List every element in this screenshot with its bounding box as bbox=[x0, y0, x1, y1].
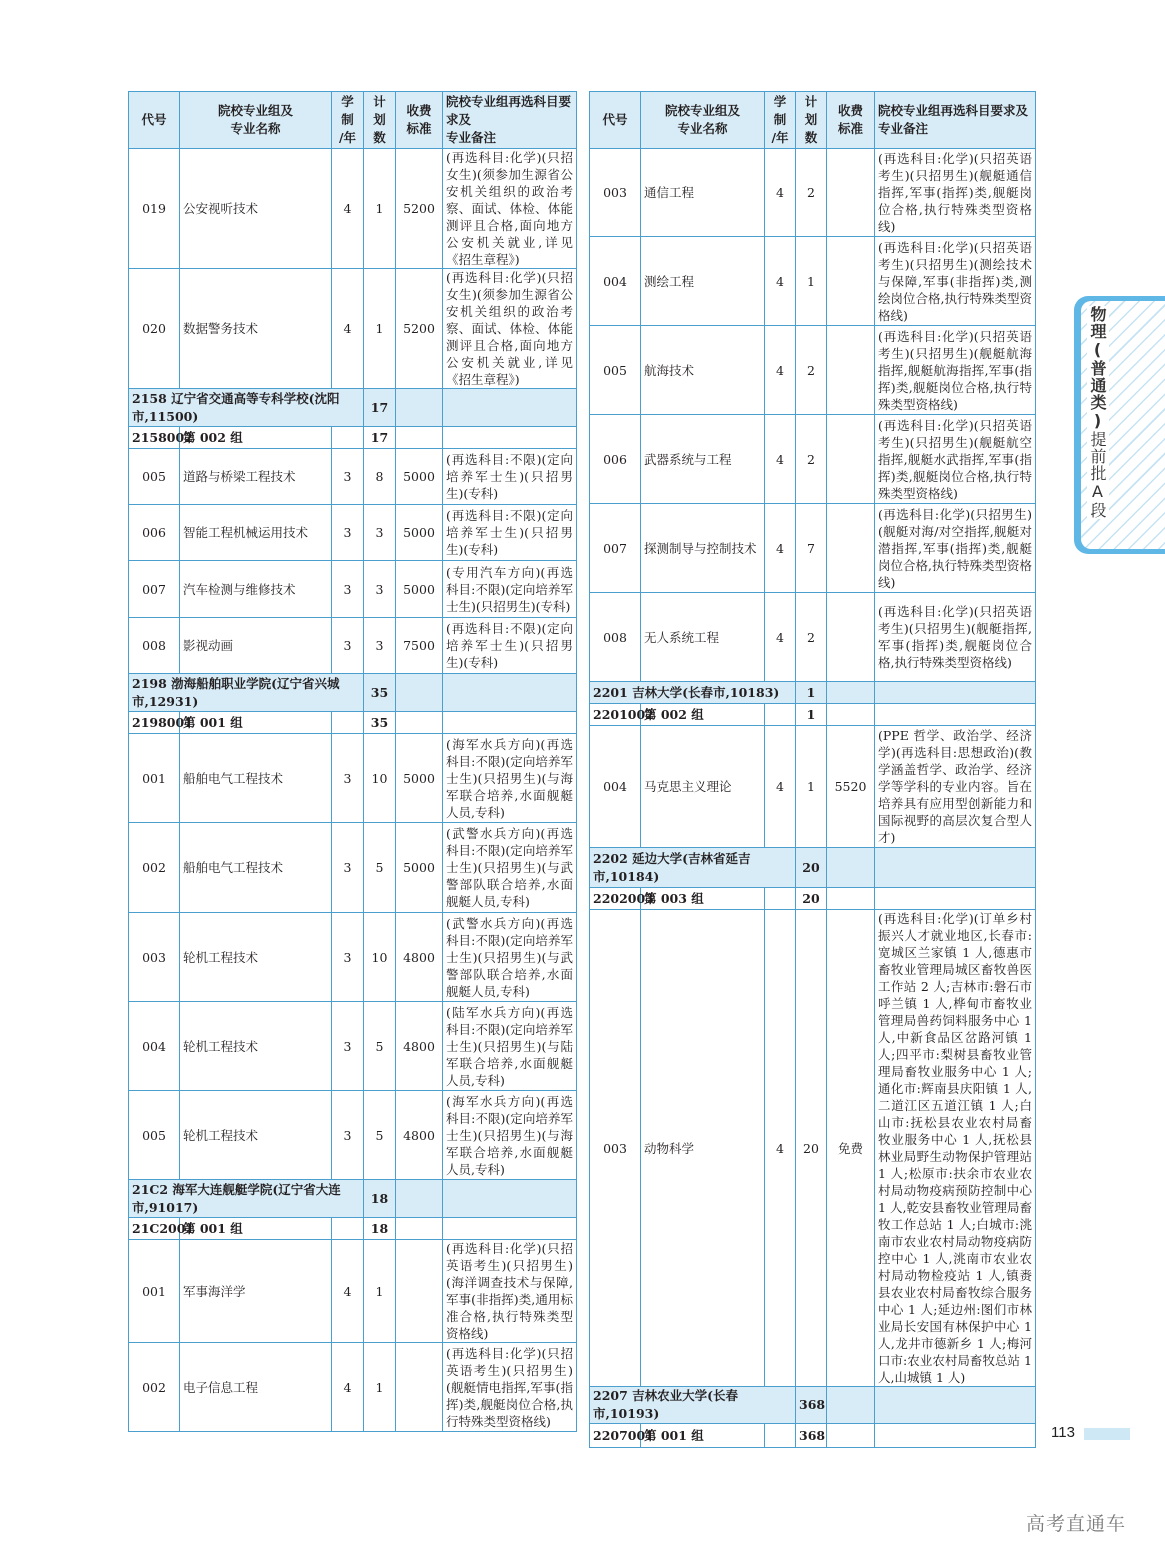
school-note-cell bbox=[443, 674, 577, 712]
header-row bbox=[129, 92, 577, 149]
side-tab-label: 物理(普通类)提前批A段 bbox=[1088, 306, 1107, 519]
major-years: 4 bbox=[765, 415, 796, 504]
major-row bbox=[129, 1240, 577, 1343]
group-years-cell bbox=[765, 1424, 796, 1448]
school-name: 2158 辽宁省交通高等专科学校(沈阳市,11500) bbox=[129, 389, 364, 427]
major-years: 4 bbox=[332, 1240, 364, 1343]
right-admission-table bbox=[589, 91, 1036, 1448]
header-cell: 学 制 /年 bbox=[332, 92, 364, 149]
major-years: 4 bbox=[332, 1343, 364, 1432]
major-plan: 7 bbox=[796, 504, 827, 593]
major-code: 005 bbox=[129, 449, 180, 505]
group-row bbox=[590, 704, 1036, 726]
major-fee: 5000 bbox=[396, 449, 443, 505]
major-years: 4 bbox=[765, 593, 796, 682]
group-row bbox=[590, 1424, 1036, 1448]
group-plan: 368 bbox=[796, 1424, 827, 1448]
major-row bbox=[590, 149, 1036, 237]
header-cell: 计 划 数 bbox=[796, 92, 827, 149]
school-fee-cell bbox=[396, 674, 443, 712]
major-fee bbox=[827, 593, 875, 682]
major-years: 3 bbox=[332, 618, 364, 674]
school-plan: 18 bbox=[364, 1180, 396, 1218]
major-note: (再选科目:化学)(只招女生)(须参加生源省公安机关组织的政治考察、面试、体检、体能测评且合格,面向地方公安机关就业,详见《招生章程》) bbox=[443, 149, 577, 269]
major-note: (陆军水兵方向)(再选科目:不限)(定向培养军士生)(只招男生)(与陆军联合培养,水面舰艇人员,专科) bbox=[443, 1002, 577, 1091]
major-plan: 5 bbox=[364, 823, 396, 913]
major-note: (再选科目:化学)(只招英语考生)(只招男生)(舰艇航空指挥,舰艇水武指挥,军事(指挥)类,舰艇岗位合格,执行特殊类型资格线) bbox=[875, 415, 1036, 504]
major-years: 4 bbox=[765, 504, 796, 593]
school-row bbox=[590, 848, 1036, 888]
major-code: 006 bbox=[129, 505, 180, 561]
major-fee: 5000 bbox=[396, 505, 443, 561]
group-plan: 17 bbox=[364, 427, 396, 449]
school-plan: 1 bbox=[796, 682, 827, 704]
school-row bbox=[129, 674, 577, 712]
group-code: 2198001 bbox=[129, 712, 180, 734]
major-code: 004 bbox=[129, 1002, 180, 1091]
major-fee: 4800 bbox=[396, 913, 443, 1002]
group-years-cell bbox=[332, 427, 364, 449]
major-row bbox=[129, 449, 577, 505]
major-name: 军事海洋学 bbox=[180, 1240, 332, 1343]
major-row bbox=[129, 913, 577, 1002]
major-plan: 3 bbox=[364, 505, 396, 561]
major-code: 008 bbox=[590, 593, 641, 682]
major-code: 001 bbox=[129, 734, 180, 823]
major-name: 数据警务技术 bbox=[180, 269, 332, 389]
major-code: 002 bbox=[129, 1343, 180, 1432]
major-plan: 1 bbox=[796, 726, 827, 848]
major-years: 3 bbox=[332, 734, 364, 823]
school-fee-cell bbox=[827, 848, 875, 888]
school-plan: 35 bbox=[364, 674, 396, 712]
page-number-bar bbox=[1084, 1428, 1130, 1440]
group-note-cell bbox=[443, 712, 577, 734]
major-note: (海军水兵方向)(再选科目:不限)(定向培养军士生)(只招男生)(与海军联合培养,水面舰艇人员,专科) bbox=[443, 1091, 577, 1180]
major-code: 007 bbox=[129, 561, 180, 618]
major-row bbox=[129, 1002, 577, 1091]
major-code: 003 bbox=[590, 910, 641, 1387]
header-cell: 收费 标准 bbox=[396, 92, 443, 149]
school-row bbox=[590, 1387, 1036, 1424]
group-code: 2202003 bbox=[590, 888, 641, 910]
major-note: (海军水兵方向)(再选科目:不限)(定向培养军士生)(只招男生)(与海军联合培养,水面舰艇人员,专科) bbox=[443, 734, 577, 823]
major-fee: 5000 bbox=[396, 823, 443, 913]
major-fee: 4800 bbox=[396, 1091, 443, 1180]
major-plan: 1 bbox=[364, 1240, 396, 1343]
school-fee-cell bbox=[396, 1180, 443, 1218]
major-note: (再选科目:化学)(订单乡村振兴人才就业地区,长春市:宽城区兰家镇 1 人,德惠市畜牧业管理局城区畜牧兽医工作站 2 人;吉林市:磐石市呼兰镇 1 人,桦甸市畜牧业管理局兽药饲料服务中心 1 人,中新食品区岔路河镇 1 人;四平市:梨树县畜牧业管理局畜牧业服务中心 1 人;通化市:辉南县庆阳镇 1 人,二道江区五道江镇 1 人;白山市:抚松县农业农村局畜牧业服务中心 1 人,抚松县林业局野生动物保护管理站 1 人;松原市:扶余市农业农村局动物疫病预防控制中心 1 人,乾安县畜牧业管理局畜牧工作总站 1 人;白城市:洮南市农业农村局动物疫病防控中心 1 人,洮南市农业农村局动物检疫站 1 人,镇赉县农业农村局畜牧综合服务中心 1 人;延边州:图们市林业局长安国有林保护中心 1 人,龙井市德新乡 1 人;梅河口市:农业农村局畜牧总站 1 人,山城镇 1 人) bbox=[875, 910, 1036, 1387]
group-name: 第 001 组 bbox=[641, 1424, 765, 1448]
major-years: 4 bbox=[332, 269, 364, 389]
school-plan: 368 bbox=[796, 1387, 827, 1424]
school-note-cell bbox=[443, 389, 577, 427]
major-code: 007 bbox=[590, 504, 641, 593]
major-plan: 10 bbox=[364, 913, 396, 1002]
group-fee-cell bbox=[827, 888, 875, 910]
major-code: 001 bbox=[129, 1240, 180, 1343]
major-name: 探测制导与控制技术 bbox=[641, 504, 765, 593]
major-years: 3 bbox=[332, 1091, 364, 1180]
major-code: 006 bbox=[590, 415, 641, 504]
major-plan: 1 bbox=[364, 269, 396, 389]
group-years-cell bbox=[765, 888, 796, 910]
school-note-cell bbox=[875, 848, 1036, 888]
major-row bbox=[129, 149, 577, 269]
major-name: 电子信息工程 bbox=[180, 1343, 332, 1432]
major-name: 公安视听技术 bbox=[180, 149, 332, 269]
major-years: 4 bbox=[765, 910, 796, 1387]
school-fee-cell bbox=[827, 1387, 875, 1424]
major-name: 影视动画 bbox=[180, 618, 332, 674]
major-name: 道路与桥梁工程技术 bbox=[180, 449, 332, 505]
major-name: 船舶电气工程技术 bbox=[180, 734, 332, 823]
header-cell: 计 划 数 bbox=[364, 92, 396, 149]
group-years-cell bbox=[765, 704, 796, 726]
group-code: 21C2001 bbox=[129, 1218, 180, 1240]
school-name: 21C2 海军大连舰艇学院(辽宁省大连市,91017) bbox=[129, 1180, 364, 1218]
major-name: 航海技术 bbox=[641, 326, 765, 415]
group-fee-cell bbox=[396, 427, 443, 449]
major-note: (再选科目:化学)(只招英语考生)(只招男生)(测绘技术与保障,军事(非指挥)类,测绘岗位合格,执行特殊类型资格线) bbox=[875, 237, 1036, 326]
group-fee-cell bbox=[827, 704, 875, 726]
major-row bbox=[129, 734, 577, 823]
group-name: 第 003 组 bbox=[641, 888, 765, 910]
major-code: 002 bbox=[129, 823, 180, 913]
major-years: 4 bbox=[765, 149, 796, 237]
school-note-cell bbox=[443, 1180, 577, 1218]
major-row bbox=[590, 326, 1036, 415]
group-fee-cell bbox=[827, 1424, 875, 1448]
major-fee: 5000 bbox=[396, 734, 443, 823]
major-name: 轮机工程技术 bbox=[180, 1002, 332, 1091]
major-years: 4 bbox=[765, 326, 796, 415]
major-years: 3 bbox=[332, 449, 364, 505]
major-fee bbox=[827, 149, 875, 237]
school-plan: 20 bbox=[796, 848, 827, 888]
right-table-body bbox=[590, 149, 1036, 1448]
left-table-body bbox=[129, 149, 577, 1432]
group-name: 第 001 组 bbox=[180, 712, 332, 734]
school-note-cell bbox=[875, 682, 1036, 704]
major-plan: 10 bbox=[364, 734, 396, 823]
major-note: (武警水兵方向)(再选科目:不限)(定向培养军士生)(只招男生)(与武警部队联合培养,水面舰艇人员,专科) bbox=[443, 823, 577, 913]
major-fee: 免费 bbox=[827, 910, 875, 1387]
major-years: 3 bbox=[332, 1002, 364, 1091]
school-fee-cell bbox=[396, 389, 443, 427]
group-plan: 1 bbox=[796, 704, 827, 726]
header-cell: 院校专业组再选科目要求及 专业备注 bbox=[443, 92, 577, 149]
major-plan: 1 bbox=[364, 149, 396, 269]
group-name: 第 001 组 bbox=[180, 1218, 332, 1240]
major-years: 4 bbox=[765, 237, 796, 326]
group-code: 2201002 bbox=[590, 704, 641, 726]
header-cell: 院校专业组及 专业名称 bbox=[641, 92, 765, 149]
major-note: (专用汽车方向)(再选科目:不限)(定向培养军士生)(只招男生)(专科) bbox=[443, 561, 577, 618]
group-plan: 20 bbox=[796, 888, 827, 910]
major-plan: 2 bbox=[796, 149, 827, 237]
major-years: 3 bbox=[332, 913, 364, 1002]
school-fee-cell bbox=[827, 682, 875, 704]
major-name: 轮机工程技术 bbox=[180, 913, 332, 1002]
major-fee bbox=[396, 1240, 443, 1343]
watermark-text: 高考直通车 bbox=[1026, 1513, 1127, 1535]
group-row bbox=[129, 427, 577, 449]
major-code: 003 bbox=[129, 913, 180, 1002]
major-name: 测绘工程 bbox=[641, 237, 765, 326]
header-cell: 学 制 /年 bbox=[765, 92, 796, 149]
school-name: 2198 渤海船舶职业学院(辽宁省兴城市,12931) bbox=[129, 674, 364, 712]
major-plan: 20 bbox=[796, 910, 827, 1387]
left-table-header bbox=[129, 92, 577, 149]
school-row bbox=[129, 389, 577, 427]
school-name: 2202 延边大学(吉林省延吉市,10184) bbox=[590, 848, 796, 888]
major-code: 004 bbox=[590, 237, 641, 326]
major-code: 019 bbox=[129, 149, 180, 269]
major-fee bbox=[827, 237, 875, 326]
major-fee bbox=[827, 504, 875, 593]
major-row bbox=[590, 237, 1036, 326]
major-row bbox=[590, 910, 1036, 1387]
major-fee: 5200 bbox=[396, 269, 443, 389]
major-note: (再选科目:化学)(只招英语考生)(只招男生)(舰艇航海指挥,舰艇航海指挥,军事(指挥)类,舰艇岗位合格,执行特殊类型资格线) bbox=[875, 326, 1036, 415]
school-name: 2207 吉林农业大学(长春市,10193) bbox=[590, 1387, 796, 1424]
group-row bbox=[590, 888, 1036, 910]
major-name: 通信工程 bbox=[641, 149, 765, 237]
major-note: (再选科目:化学)(只招英语考生)(只招男生)(舰艇指挥,军事(指挥)类,舰艇岗位合格,执行特殊类型资格线) bbox=[875, 593, 1036, 682]
major-fee bbox=[827, 326, 875, 415]
right-table-header bbox=[590, 92, 1036, 149]
school-row bbox=[129, 1180, 577, 1218]
school-name: 2201 吉林大学(长春市,10183) bbox=[590, 682, 796, 704]
major-note: (再选科目:化学)(只招女生)(须参加生源省公安机关组织的政治考察、面试、体检、体能测评且合格,面向地方公安机关就业,详见《招生章程》) bbox=[443, 269, 577, 389]
major-plan: 3 bbox=[364, 561, 396, 618]
major-fee: 7500 bbox=[396, 618, 443, 674]
group-fee-cell bbox=[396, 1218, 443, 1240]
major-row bbox=[590, 726, 1036, 848]
group-years-cell bbox=[332, 1218, 364, 1240]
major-row bbox=[129, 823, 577, 913]
group-plan: 18 bbox=[364, 1218, 396, 1240]
group-fee-cell bbox=[396, 712, 443, 734]
major-note: (PPE 哲学、政治学、经济学)(再选科目:思想政治)(教学涵盖哲学、政治学、经济学等学科的专业内容。旨在培养具有应用型创新能力和国际视野的高层次复合型人才) bbox=[875, 726, 1036, 848]
major-note: (再选科目:化学)(只招男生)(舰艇对海/对空指挥,舰艇对潜指挥,军事(指挥)类,舰艇岗位合格,执行特殊类型资格线) bbox=[875, 504, 1036, 593]
major-code: 008 bbox=[129, 618, 180, 674]
group-name: 第 002 组 bbox=[641, 704, 765, 726]
major-years: 3 bbox=[332, 823, 364, 913]
major-fee: 5000 bbox=[396, 561, 443, 618]
major-note: (再选科目:化学)(只招英语考生)(只招男生)(舰艇通信指挥,军事(指挥)类,舰艇岗位合格,执行特殊类型资格线) bbox=[875, 149, 1036, 237]
major-plan: 5 bbox=[364, 1002, 396, 1091]
major-plan: 2 bbox=[796, 326, 827, 415]
major-years: 4 bbox=[332, 149, 364, 269]
major-plan: 5 bbox=[364, 1091, 396, 1180]
header-row bbox=[590, 92, 1036, 149]
major-row bbox=[590, 415, 1036, 504]
major-plan: 1 bbox=[796, 237, 827, 326]
major-plan: 8 bbox=[364, 449, 396, 505]
major-code: 005 bbox=[590, 326, 641, 415]
major-row bbox=[129, 505, 577, 561]
major-name: 智能工程机械运用技术 bbox=[180, 505, 332, 561]
major-note: (再选科目:化学)(只招英语考生)(只招男生)(舰艇情电指挥,军事(指挥)类,舰艇岗位合格,执行特殊类型资格线) bbox=[443, 1343, 577, 1432]
group-code: 2207001 bbox=[590, 1424, 641, 1448]
major-row bbox=[129, 561, 577, 618]
group-plan: 35 bbox=[364, 712, 396, 734]
major-name: 马克思主义理论 bbox=[641, 726, 765, 848]
school-plan: 17 bbox=[364, 389, 396, 427]
major-fee bbox=[827, 415, 875, 504]
major-row bbox=[129, 269, 577, 389]
group-note-cell bbox=[443, 1218, 577, 1240]
major-row bbox=[129, 1091, 577, 1180]
major-note: (武警水兵方向)(再选科目:不限)(定向培养军士生)(只招男生)(与武警部队联合培养,水面舰艇人员,专科) bbox=[443, 913, 577, 1002]
major-row bbox=[129, 1343, 577, 1432]
left-admission-table bbox=[128, 91, 577, 1432]
major-plan: 2 bbox=[796, 415, 827, 504]
major-plan: 1 bbox=[364, 1343, 396, 1432]
major-fee: 5200 bbox=[396, 149, 443, 269]
major-code: 020 bbox=[129, 269, 180, 389]
major-years: 3 bbox=[332, 505, 364, 561]
school-row bbox=[590, 682, 1036, 704]
page-number: 113 bbox=[1051, 1424, 1075, 1441]
major-name: 船舶电气工程技术 bbox=[180, 823, 332, 913]
header-cell: 院校专业组及 专业名称 bbox=[180, 92, 332, 149]
major-name: 汽车检测与维修技术 bbox=[180, 561, 332, 618]
major-note: (再选科目:不限)(定向培养军士生)(只招男生)(专科) bbox=[443, 505, 577, 561]
group-note-cell bbox=[875, 888, 1036, 910]
major-fee: 4800 bbox=[396, 1002, 443, 1091]
header-cell: 代号 bbox=[590, 92, 641, 149]
major-plan: 3 bbox=[364, 618, 396, 674]
major-name: 武器系统与工程 bbox=[641, 415, 765, 504]
major-note: (再选科目:不限)(定向培养军士生)(只招男生)(专科) bbox=[443, 449, 577, 505]
group-note-cell bbox=[875, 1424, 1036, 1448]
major-row bbox=[129, 618, 577, 674]
group-note-cell bbox=[443, 427, 577, 449]
major-code: 003 bbox=[590, 149, 641, 237]
header-cell: 代号 bbox=[129, 92, 180, 149]
major-plan: 2 bbox=[796, 593, 827, 682]
group-row bbox=[129, 1218, 577, 1240]
major-row bbox=[590, 593, 1036, 682]
major-note: (再选科目:不限)(定向培养军士生)(只招男生)(专科) bbox=[443, 618, 577, 674]
major-name: 轮机工程技术 bbox=[180, 1091, 332, 1180]
major-years: 4 bbox=[765, 726, 796, 848]
group-years-cell bbox=[332, 712, 364, 734]
group-note-cell bbox=[875, 704, 1036, 726]
header-cell: 收费 标准 bbox=[827, 92, 875, 149]
major-name: 无人系统工程 bbox=[641, 593, 765, 682]
major-note: (再选科目:化学)(只招英语考生)(只招男生)(海洋调查技术与保障,军事(非指挥)类,通用标准合格,执行特殊类型资格线) bbox=[443, 1240, 577, 1343]
group-name: 第 002 组 bbox=[180, 427, 332, 449]
major-row bbox=[590, 504, 1036, 593]
major-fee bbox=[396, 1343, 443, 1432]
major-code: 004 bbox=[590, 726, 641, 848]
school-note-cell bbox=[875, 1387, 1036, 1424]
group-row bbox=[129, 712, 577, 734]
major-name: 动物科学 bbox=[641, 910, 765, 1387]
major-code: 005 bbox=[129, 1091, 180, 1180]
major-years: 3 bbox=[332, 561, 364, 618]
group-code: 2158002 bbox=[129, 427, 180, 449]
major-fee: 5520 bbox=[827, 726, 875, 848]
header-cell: 院校专业组再选科目要求及 专业备注 bbox=[875, 92, 1036, 149]
